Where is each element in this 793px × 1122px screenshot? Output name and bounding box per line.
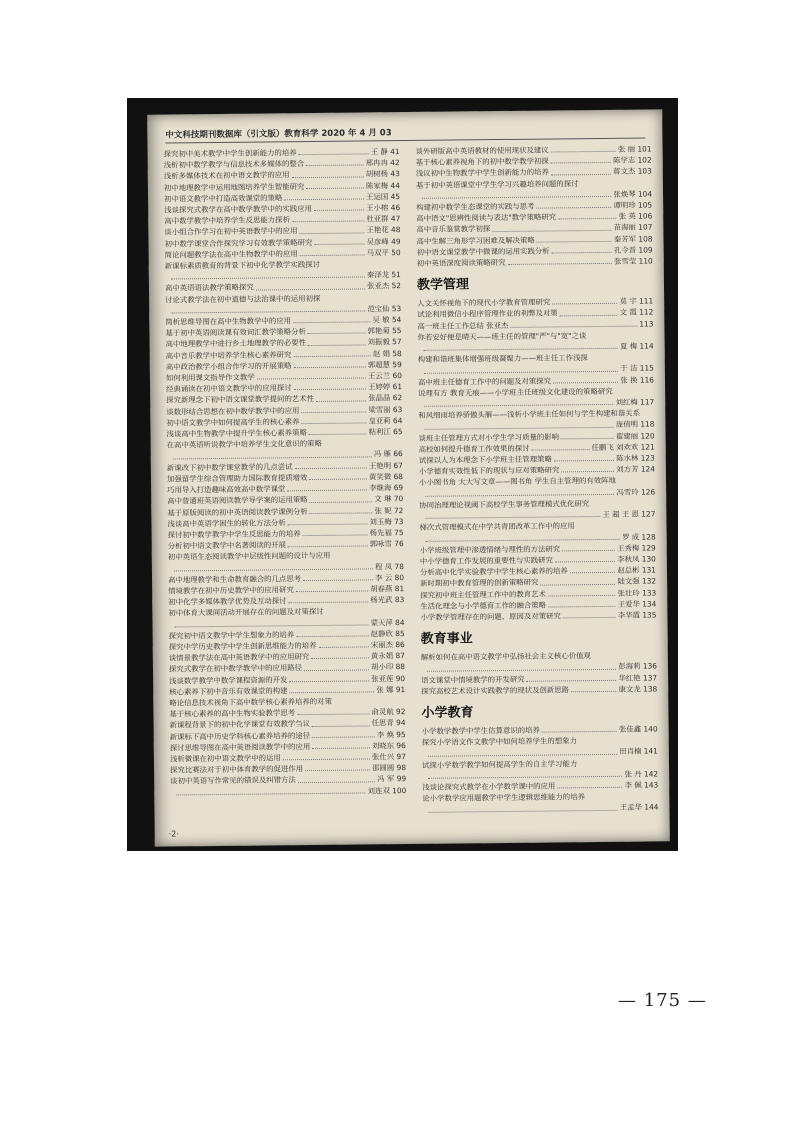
- dot-leader: [425, 487, 614, 497]
- toc-entry-title: 谈数形结合思想在初中数学教学中的应用: [166, 405, 300, 417]
- toc-entry-author-page: 赵 娟 58: [372, 348, 402, 359]
- toc-entry-author-page: 梁雪丽 63: [368, 404, 403, 415]
- toc-entry-title: 小学教学管理存在的问题、原因及对策研究: [420, 611, 561, 622]
- dot-leader: [314, 236, 364, 245]
- toc-entry-author-page: 杜亚群 47: [366, 214, 401, 224]
- toc-entry-title: 小学班级管理中渗透情绪与理性的方法研究: [419, 544, 561, 555]
- toc-entry-author-page: 刘振毅 57: [367, 337, 402, 347]
- toc-entry-title: 初中体育大课间活动开展存在的问题及对策探讨: [168, 607, 324, 618]
- dot-leader: [560, 307, 618, 316]
- dot-leader: [428, 802, 617, 812]
- dot-leader: [561, 464, 614, 473]
- toc-entry-author-page: 胡春燕 81: [370, 583, 405, 594]
- toc-entry-author-page: 刘方芳 124: [616, 464, 655, 475]
- photo-frame: [127, 98, 678, 851]
- dot-leader: [287, 483, 367, 492]
- toc-entry-author-page: 罗 成 128: [621, 531, 656, 542]
- toc-entry-title: 简析思维导图在高中生物教学中的应用: [165, 316, 292, 327]
- toc-entry-title: 小小图书角 大大写文章——图书角 学生自主管理的有效阵地: [419, 476, 616, 488]
- toc-entry-title: 初中英语深度阅读策略研究: [416, 258, 506, 268]
- dot-leader: [174, 561, 373, 571]
- toc-entry-title: 初中语文课堂教学中微课的运用实践分析: [416, 246, 550, 257]
- toc-entry-title: 高校如何提升德育工作效果的探讨: [418, 443, 530, 454]
- toc-entry-title: 探究比赛法对于初中体育教学的促进作用: [169, 764, 304, 775]
- toc-entry-author-page: 陈水林 123: [616, 453, 655, 463]
- dot-leader: [424, 397, 613, 407]
- dot-leader: [303, 527, 368, 536]
- toc-entry-author-page: 张 丽 101: [617, 144, 652, 154]
- dot-leader: [310, 494, 373, 503]
- toc-entry-author-page: 王秀梅 129: [617, 543, 656, 553]
- toc-entry-author-page: 李继海 69: [369, 483, 404, 493]
- toc-entry-author-page: 赵总彬 131: [617, 565, 657, 575]
- toc-entry-title: 高中音乐教学中培养学生核心素养研究: [165, 349, 292, 361]
- toc-entry-author-page: 吴 敏 54: [372, 315, 402, 325]
- toc-entry-author-page: 陈家梅 44: [365, 180, 400, 191]
- dot-leader: [292, 214, 364, 223]
- toc-entry-author-page: 黄笑微 68: [369, 471, 404, 482]
- toc-entry-title: 小学德育实效性低下的现状与应对策略研究: [418, 465, 560, 477]
- dot-leader: [283, 751, 370, 760]
- dot-leader: [536, 200, 611, 209]
- toc-entry-title: 探究式教学在初中数学教学中的应用路径: [168, 663, 303, 674]
- dot-leader: [311, 651, 369, 660]
- toc-entry-title: 初中地理教学中运用地图培养学生智能研究: [163, 181, 305, 193]
- toc-entry-author-page: 彭海莉 136: [618, 661, 658, 672]
- dot-leader: [304, 662, 369, 671]
- toc-entry-author-page: 程 凤 78: [374, 561, 404, 571]
- toc-entry-author-page: 杨光武 83: [370, 595, 405, 605]
- dot-leader: [176, 785, 365, 795]
- toc-entry-title: 浅析多媒体技术在初中语文教学的应用: [163, 170, 290, 181]
- dot-leader: [571, 684, 617, 693]
- dot-leader: [296, 583, 368, 592]
- dot-leader: [294, 382, 366, 391]
- toc-entry-title: 浅谈论探究式教学在小学数学课中的应用: [422, 781, 556, 792]
- toc-entry-author-page: 田肖楠 141: [619, 746, 658, 757]
- toc-entry-author-page: 郭咏雪 76: [369, 539, 404, 549]
- section-heading: 教学管理: [416, 277, 470, 294]
- toc-entry-title: 浅谈探究式教学在高中数学教学中的实践应用: [164, 204, 313, 215]
- toc-entry: [170, 785, 406, 799]
- toc-entry-title: 探究初中语文教学中学生想象力的培养: [168, 629, 295, 641]
- toc-entry-author-page: 马双平 50: [366, 247, 401, 258]
- toc-entry-author-page: 吴彦峰 49: [366, 236, 401, 247]
- toc-entry-title: 初中数学课堂合作探究学习有效教学策略研究: [164, 237, 313, 249]
- toc-entry-author-page: 苗海丽 107: [613, 222, 653, 233]
- dot-leader: [298, 774, 376, 783]
- toc-entry-author-page: 张雪莹 110: [614, 256, 653, 266]
- dot-leader: [510, 318, 637, 328]
- toc-entry-author-page: 张 丹 142: [624, 769, 659, 779]
- section-heading: 小学教育: [421, 705, 474, 721]
- toc-entry-title: 和风细雨培养骄傲头雁——浅析小学班主任如何与学生构建和谐关系: [418, 408, 641, 421]
- dot-leader: [542, 724, 617, 733]
- toc-entry: [421, 683, 657, 697]
- dot-leader: [492, 222, 612, 231]
- dot-leader: [174, 617, 368, 627]
- toc-entry-author-page: 郭艳菊 55: [367, 326, 402, 336]
- toc-entry-author-page: 王婷婷 61: [368, 382, 403, 392]
- toc-entry-author-page: 翟建丽 120: [615, 431, 655, 441]
- toc-entry-title: 基于原版阅读的初中英语阅读教学课例分析: [167, 506, 308, 518]
- toc-entry-title: 你若安好便是晴天——班主任的管理"严"与"宽"之谈: [417, 330, 587, 342]
- toc-entry-title: 简论问题教学法在高中生物教学中的应用: [164, 248, 298, 260]
- toc-entry-author-page: 王云兰 60: [367, 371, 402, 381]
- toc-entry-author-page: 王孟华 144: [619, 802, 659, 813]
- dot-leader: [562, 543, 615, 552]
- toc-entry-title: 初中语文教学中如何提高学生的核心素养: [166, 417, 300, 428]
- dot-leader: [425, 509, 600, 519]
- toc-entry-title: 基于初中英语阅读课有效词汇教学策略分析: [165, 327, 306, 338]
- dot-leader: [548, 599, 616, 608]
- dot-leader: [303, 572, 373, 581]
- toc-entry-author-page: 华红艳 137: [618, 672, 658, 683]
- toc-entry-author-page: 胡树杨 43: [365, 169, 400, 179]
- toc-entry-author-page: 冯 雁 66: [373, 449, 403, 459]
- toc-entry-author-page: 粘利江 65: [368, 427, 403, 437]
- dot-leader: [551, 144, 616, 153]
- toc-entry-author-page: 王 静 41: [370, 147, 400, 157]
- dot-leader: [289, 673, 369, 682]
- dot-leader: [256, 281, 365, 290]
- toc-entry-author-page: 刘晓东 96: [371, 740, 406, 751]
- dot-leader: [555, 554, 615, 563]
- toc-entry-author-page: 任思青 94: [371, 718, 406, 728]
- toc-entry-author-page: 俞灵航 92: [371, 707, 406, 717]
- toc-entry-title: 高中语文"思辨性阅读与表达"教学策略研究: [416, 212, 557, 224]
- dot-leader: [296, 628, 368, 637]
- dot-leader: [312, 718, 370, 727]
- toc-entry-title: 探讨初中数学教学中学生反思能力的培养: [167, 529, 301, 540]
- dot-leader: [301, 415, 366, 424]
- toc-entry-author-page: 王运国 45: [366, 191, 401, 202]
- toc-entry-author-page: 王小榕 46: [366, 203, 401, 213]
- toc-entry-author-page: 郭超慧 59: [367, 359, 402, 370]
- toc-entry-author-page: 皇亚莉 64: [368, 415, 403, 426]
- dot-leader: [306, 180, 364, 189]
- toc-entry-author-page: 张晶晶 62: [368, 393, 403, 403]
- toc-entry-title: 谈初中英语写作常见的错误及纠错方法: [170, 775, 296, 786]
- toc-entry-title: 浅析微课在初中语文教学中的运用: [169, 753, 281, 764]
- toc-entry-title: 核心素养下初中音乐有效课堂的构建: [169, 686, 288, 697]
- toc-entry-title: 探讨思维导图在高中英语阅读教学中的应用: [169, 741, 311, 753]
- toc-entry-title: 分析初中语文教学中名著阅读的开展: [167, 540, 287, 551]
- dot-leader: [306, 158, 364, 167]
- toc-entry-title: 解析如何在高中语文教学中弘扬社会主义核心价值观: [420, 651, 591, 663]
- toc-entry-author-page: 陆文强 132: [617, 576, 657, 587]
- dot-leader: [316, 393, 366, 402]
- toc-entry-author-page: 秦芳军 108: [613, 234, 653, 244]
- toc-entry-author-page: 张 英 106: [618, 211, 653, 222]
- toc-entry: [420, 609, 656, 623]
- toc-entry-title: 高中数学教学中培养学生反思能力探析: [164, 215, 290, 226]
- toc-entry-title: 构建和谐班集体增强班级凝聚力——班主任工作浅探: [417, 353, 588, 365]
- toc-entry-author-page: 李 焕 95: [376, 729, 406, 739]
- toc-entry-author-page: 张焕琴 104: [613, 189, 653, 199]
- toc-entry-author-page: 张佳鑫 140: [618, 724, 658, 734]
- toc-entry-title: 语文课堂中情境教学的开发研究: [421, 674, 525, 685]
- dot-leader: [424, 341, 618, 351]
- toc-entry-author-page: 邢冉冉 42: [365, 158, 400, 168]
- toc-entry-author-page: 王艳明 67: [368, 460, 403, 471]
- toc-entry-title: 新课标下高中历史学科核心素养培养的途径: [169, 730, 311, 742]
- toc-entry-title: 基于初中英语课堂中学生学习兴趣培养问题的探讨: [415, 178, 579, 190]
- toc-entry-title: 中小学德育工作发展的重要性与实践研究: [419, 555, 553, 566]
- toc-entry-author-page: 李 佩 143: [624, 780, 659, 790]
- toc-entry-title: 高中地理教学和生命教育融合的几点思考: [168, 573, 302, 585]
- toc-entry-author-page: 张亚杰 52: [367, 281, 402, 291]
- right-column: [416, 143, 659, 815]
- toc-entry: [422, 802, 658, 816]
- toc-entry-title: 在高中英语听说教学中培养学生文化意识的策略: [166, 439, 322, 450]
- toc-entry-title: 协同治理理论视阈下高校学生事务管理模式优化研究: [419, 498, 590, 510]
- toc-entry-author-page: 庞倩明 118: [615, 419, 655, 430]
- dot-leader: [424, 419, 613, 429]
- dot-leader: [427, 661, 616, 671]
- toc-entry-author-page: 杨先福 75: [369, 527, 404, 538]
- toc-entry-author-page: 王爱华 134: [617, 599, 657, 609]
- toc-entry-author-page: 王艳花 48: [366, 225, 401, 235]
- toc-entry-title: 讨论式教学法在初中道德与法治课中的运用初探: [165, 293, 321, 305]
- toc-entry-title: 情境教学在初中历史教学中的应用研究: [168, 585, 294, 596]
- toc-entry-author-page: 张 换 116: [620, 375, 655, 385]
- dot-leader: [297, 707, 369, 716]
- toc-entry-author-page: 刘玉梅 73: [369, 516, 404, 527]
- toc-entry-title: 基于核心素养的高中生物实验教学思考: [169, 708, 296, 719]
- dot-leader: [552, 296, 617, 305]
- toc-entry-author-page: 张 妮 72: [374, 505, 404, 515]
- dot-leader: [319, 639, 369, 648]
- dot-leader: [284, 191, 364, 200]
- dot-leader: [308, 337, 366, 346]
- toc-entry-author-page: 蒋文杰 103: [613, 166, 652, 177]
- toc-entry-author-page: 谭明珍 105: [613, 200, 653, 210]
- toc-entry-author-page: 张 娜 91: [376, 684, 406, 695]
- toc-entry-author-page: 王 超 王 恩 127: [602, 509, 656, 520]
- toc-entry-title: 生活化理念与小学德育工作的融合策略: [420, 600, 547, 611]
- toc-entry-title: 试探小学数学教学如何提高学生的自主学习能力: [421, 758, 578, 770]
- toc-entry-title: 论小学数学应用题教学中学生逻辑思维能力的培养: [422, 792, 586, 804]
- toc-entry-title: 新课程背景下的初中化学课堂有效教学刍议: [169, 719, 311, 730]
- dot-leader: [288, 516, 368, 525]
- dot-leader: [551, 155, 611, 164]
- toc-entry-author-page: 莫 宇 111: [619, 296, 654, 307]
- toc-entry-title: 略论信息技术视角下高中数学核心素养培养的对策: [169, 696, 332, 708]
- toc-entry-title: 高中政治教学小组合作学习的开展策略: [165, 361, 292, 372]
- toc-entry-author-page: 张亚莲 90: [371, 673, 406, 683]
- dot-leader: [507, 256, 612, 265]
- dot-leader: [563, 610, 616, 619]
- toc-entry-author-page: 李华霞 135: [617, 610, 657, 620]
- toc-entry-title: 试论利用微信小程序管理作业的利弊及对策: [417, 308, 558, 320]
- toc-entry-title: 浅谈高中英语学困生的转化方法分析: [167, 517, 286, 529]
- dot-leader: [293, 348, 371, 357]
- toc-entry-title: 探究中学历史教学中学生创新思维能力的培养: [168, 640, 317, 652]
- dot-leader: [171, 270, 365, 280]
- toc-entry-author-page: 张仕兴 97: [371, 752, 406, 762]
- toc-entry-title: 浅议初中生物教学中学生创新能力的培养: [415, 167, 549, 179]
- toc-entry-author-page: 于 洁 115: [620, 363, 654, 374]
- toc-entry-author-page: 夏 梅 114: [619, 341, 654, 351]
- toc-entry-title: 高中音乐鉴赏教学初探: [416, 224, 491, 235]
- toc-entry-author-page: 范宝仙 53: [367, 303, 402, 314]
- toc-entry-title: 高中英语语法教学策略探究: [164, 283, 254, 293]
- toc-entry-author-page: 邵圆圆 98: [372, 763, 407, 773]
- dot-leader: [548, 587, 616, 596]
- page-marker: ·2·: [168, 829, 179, 839]
- toc-entry-title: 探究小学语文作文教学中如何培养学生的想象力: [421, 736, 578, 748]
- toc-entry-title: 谈外研版高中英语教材的使用现状及建议: [415, 145, 549, 156]
- toc-entry-author-page: 李 云 80: [375, 572, 405, 583]
- toc-entry-title: 新时期初中教育管理的创新策略研究: [420, 577, 539, 589]
- dot-leader: [289, 684, 374, 693]
- dot-leader: [312, 740, 370, 749]
- toc-entry-title: 构建初中数学生态课堂的实践与思考: [416, 201, 535, 212]
- dot-leader: [552, 245, 612, 254]
- dot-leader: [532, 442, 590, 451]
- dot-leader: [301, 404, 366, 413]
- toc-entry-title: 初中化学多媒体教学优势及互动探讨: [168, 596, 287, 607]
- toc-entry-author-page: 张壮玲 133: [617, 587, 657, 598]
- toc-entry: [417, 255, 653, 269]
- toc-entry-title: 谈情景教学法在高中英语教学中的应用研究: [168, 652, 310, 663]
- dot-leader: [312, 729, 375, 738]
- dot-leader: [314, 202, 364, 211]
- dot-leader: [291, 169, 363, 178]
- dot-leader: [309, 471, 367, 480]
- dot-leader: [299, 225, 364, 234]
- toc-entry-title: 试探以人为本理念下小学班主任管理策略: [418, 454, 552, 465]
- dot-leader: [257, 371, 366, 380]
- section-heading: 教育事业: [420, 631, 473, 648]
- toc-entry-author-page: 胡小印 88: [370, 662, 406, 672]
- toc-entry-title: 高中普通班英语阅读教学导学案的运用策略: [167, 495, 308, 506]
- toc-entry-author-page: 赵静欣 85: [370, 628, 405, 639]
- dot-leader: [527, 672, 617, 681]
- dot-leader: [428, 769, 622, 779]
- toc-entry-title: 高一班主任工作总结 张亚杰: [417, 320, 509, 331]
- toc-entry-title: 高中生解三角形学习困难及解决策略: [416, 235, 535, 246]
- dot-leader: [428, 746, 617, 756]
- dot-leader: [426, 531, 620, 541]
- toc-entry-author-page: 黄永娟 87: [370, 651, 405, 661]
- toc-entry-title: 初中语文教学中打造高效课堂的策略: [164, 193, 283, 204]
- toc-entry-author-page: 冯雪玲 126: [616, 487, 656, 497]
- toc-entry-title: 基于核心素养视角下的初中数学教学初探: [415, 156, 549, 168]
- dot-leader: [299, 146, 369, 155]
- dot-leader: [300, 247, 365, 256]
- running-head: 中文科技期刊数据库（引文版）教育科学 2020 年 4 月 03: [165, 124, 645, 144]
- dot-leader: [288, 539, 368, 548]
- dot-leader: [288, 595, 368, 604]
- dot-leader: [171, 303, 365, 313]
- dot-leader: [537, 233, 612, 242]
- dot-leader: [570, 565, 616, 574]
- toc-entry-author-page: 113: [639, 319, 654, 329]
- dot-leader: [554, 453, 614, 462]
- toc-entry-title: 小学数学教学中学生估算意识的培养: [421, 725, 540, 736]
- toc-entry-author-page: 宋丽杰 86: [370, 639, 405, 650]
- toc-entry-author-page: 刘红梅 117: [615, 397, 655, 407]
- toc-entry-title: 经典诵读在初中语文教学中的应用探讨: [166, 383, 292, 394]
- toc-entry-author-page: 刘连双 100: [367, 785, 407, 796]
- toc-entry-title: 说理有方 教育无痕——小学班主任班级文化建设的策略研究: [418, 386, 613, 398]
- toc-entry-title: 初中英语生态阅读教学中层级性问题的设计与应用: [167, 551, 331, 562]
- toc-entry-title: 人文关怀视角下的现代小学教育管理研究: [417, 297, 551, 309]
- toc-entry-author-page: 李秋凤 130: [617, 554, 656, 564]
- toc-entry-title: 浅谈高中生物教学中提升学生核心素养策略: [166, 428, 308, 439]
- toc-entry-title: 谈班主任管理方式对小学生学习质量的影响: [418, 432, 560, 443]
- toc-entry-title: 如何利用课文指导作文教学: [165, 372, 255, 383]
- toc-entry-author-page: 任鹏飞 刘欢欢 121: [591, 442, 655, 452]
- page-number: — 175 —: [618, 990, 707, 1011]
- dot-leader: [293, 359, 365, 368]
- dot-leader: [557, 780, 622, 789]
- dot-leader: [309, 427, 367, 436]
- left-column: [164, 146, 407, 798]
- toc-entry-title: 新课改下初中数学课堂教学的几点尝试: [166, 461, 293, 473]
- dot-leader: [553, 374, 618, 383]
- toc-entry-title: 探究初中美术教学中学生创新能力的培养: [163, 148, 297, 159]
- dot-leader: [173, 449, 372, 459]
- toc-entry-author-page: 文 琳 70: [374, 494, 404, 504]
- toc-entry-author-page: 康文龙 138: [618, 684, 658, 694]
- dot-leader: [561, 431, 614, 440]
- toc-entry-title: 探究初中班主任管理工作中的教育艺术: [420, 589, 546, 600]
- dot-leader: [551, 166, 611, 175]
- toc-entry-title: 分析高中化学实验教学中学生核心素养的培养: [419, 566, 568, 577]
- toc-entry-title: 浅析初中数学教学与信息技术多媒体的整合: [163, 159, 305, 170]
- dot-leader: [305, 763, 370, 772]
- dot-leader: [540, 576, 615, 585]
- toc-entry-title: 梯次式管理模式在中学共青团改革工作中的应用: [419, 521, 575, 533]
- toc-entry-title: 探究新理念下初中语文课堂教学提问的艺术性: [166, 394, 315, 406]
- toc-entry-title: 浅谈数学教学中数学课程资源的开发: [169, 674, 288, 686]
- dot-leader: [310, 505, 373, 514]
- toc-entry-title: 新课标素质教育的背景下初中化学教学实践探讨: [164, 259, 321, 271]
- dot-leader: [558, 211, 617, 220]
- magazine-page: [147, 109, 670, 846]
- toc-entry-author-page: 冯 军 99: [377, 774, 407, 784]
- dot-leader: [308, 326, 366, 335]
- toc-entry-author-page: 文 霞 112: [619, 307, 654, 318]
- toc-entry-author-page: 蒙天萍 84: [370, 617, 405, 627]
- dot-leader: [294, 460, 366, 469]
- toc-entry-title: 谈小组合作学习在初中英语教学中的应用: [164, 226, 298, 237]
- dot-leader: [424, 363, 618, 373]
- toc-entry-author-page: 陈学志 102: [612, 155, 652, 166]
- toc-entry-title: 高中班主任德育工作中的问题及对策探究: [417, 376, 552, 387]
- toc-entry-title: 高中地理教学中进行乡土地理教学的必要性: [165, 338, 307, 349]
- dot-leader: [422, 189, 611, 199]
- dot-leader: [293, 314, 371, 323]
- toc-entry-title: 加强留学生综合管理助力国际教育提质增效: [166, 472, 308, 484]
- toc-entry-author-page: 秦泽龙 51: [366, 270, 401, 280]
- toc-entry-title: 探究高校艺术设计实践教学的现状及创新思路: [421, 685, 570, 696]
- toc-entry-title: 巧用导入打造趣味高效高中数学课堂: [167, 484, 286, 495]
- toc-entry-author-page: 孔令晋 109: [613, 245, 653, 255]
